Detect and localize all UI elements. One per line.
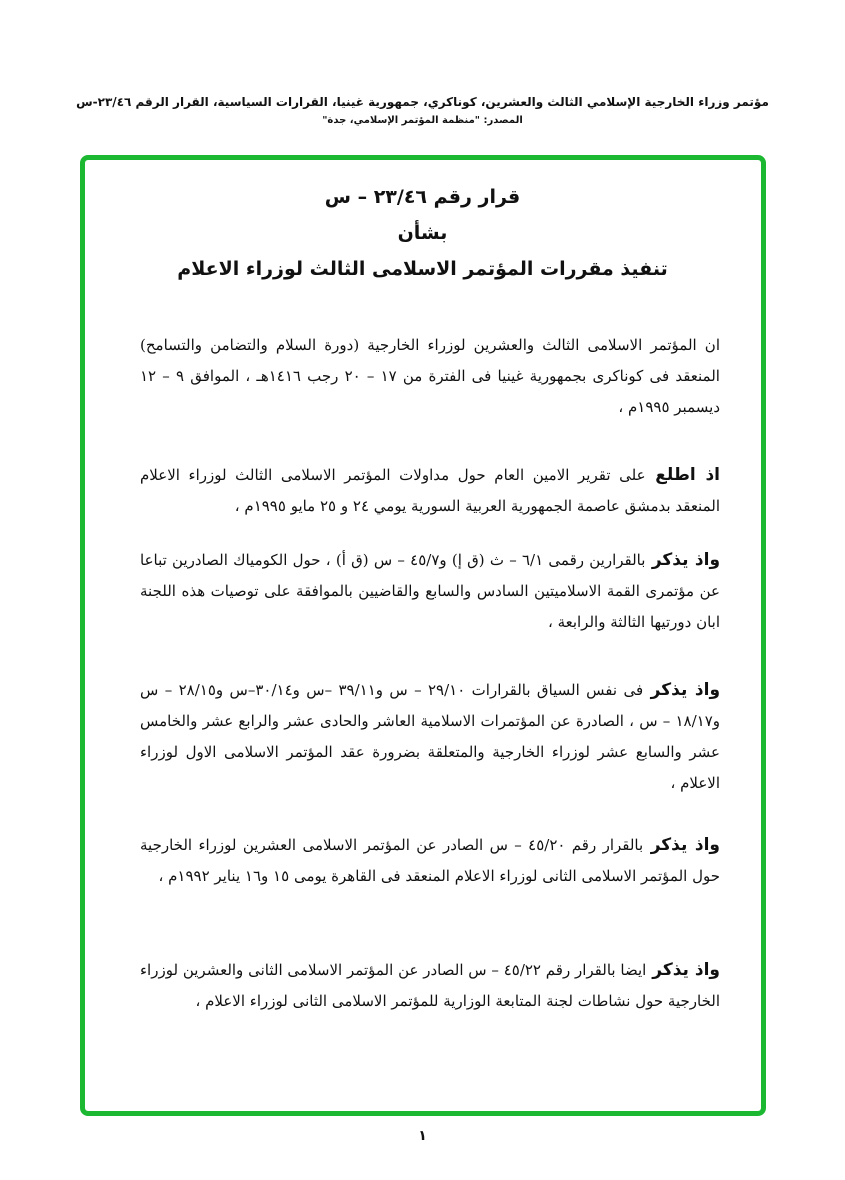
header-title: مؤتمر وزراء الخارجية الإسلامي الثالث والعشرين، كوناكري، جمهورية غينيا، القرارات السياسية، القرار الرقم ٢٣/٤٦-س — [76, 95, 769, 109]
paragraph-text: ان المؤتمر الاسلامى الثالث والعشرين لوزراء الخارجية (دورة السلام والتضامن والتسامح) المنعقد فى كوناكرى بجمهورية غينيا فى الفترة من ١٧ – ٢٠ رجب ١٤١٦هـ ، الموافق ٩ – ١٢ ديسمبر ١٩٩٥م ، — [140, 336, 720, 416]
paragraph-lead: اذ اطلع — [645, 465, 721, 485]
paragraph-recalling-4 — [140, 955, 720, 1017]
resolution-topic: تنفيذ مقررات المؤتمر الاسلامى الثالث لوزراء الاعلام — [177, 258, 668, 280]
paragraph-text: بالقرارين رقمى ٦/١ – ث (ق إ) و٤٥/٧ – س (ق أ) ، حول الكومياك الصادرين تباعا عن مؤتمرى القمة الاسلاميتين السادس والسابع والقاضيين بالموافقة على توصيات هذه اللجنة ابان دورتيها الثالثة والرابعة ، — [140, 551, 720, 631]
paragraph-recalling-2 — [140, 675, 720, 799]
paragraph-recalling-1 — [140, 545, 720, 638]
paragraph-recalling-3 — [140, 830, 720, 892]
paragraph-having-reviewed — [140, 460, 720, 522]
paragraph-text: ايضا بالقرار رقم ٤٥/٢٢ – س الصادر عن المؤتمر الاسلامى الثانى والعشرين لوزراء الخارجية حول نشاطات لجنة المتابعة الوزارية للمؤتمر الاسلامى الثانى لوزراء الاعلام ، — [140, 961, 720, 1010]
paragraph-preamble — [140, 330, 720, 423]
paragraph-text: فى نفس السياق بالقرارات ٢٩/١٠ – س و٣٩/١١ –س و٣٠/١٤–س و٢٨/١٥ – س و١٨/١٧ – س ، الصادرة عن المؤتمرات الاسلامية العاشر والحادى عشر والرابع عشر والخامس عشر والسابع عشر لوزراء الخارجية والمتعلقة بضرورة عقد المؤتمر الاسلامى الاول لوزراء الاعلام ، — [140, 681, 720, 792]
resolution-title-block — [0, 183, 845, 283]
page-header — [0, 93, 845, 129]
resolution-subject-label: بشأن — [397, 222, 448, 244]
paragraph-text: على تقرير الامين العام حول مداولات المؤتمر الاسلامى الثالث لوزراء الاعلام المنعقد بدمشق عاصمة الجمهورية العربية السورية يومي ٢٤ و ٢٥ مايو ١٩٩٥م ، — [140, 466, 720, 515]
page-number: ١ — [418, 1128, 427, 1144]
paragraph-lead: واذ يذكر — [646, 960, 720, 980]
paragraph-lead: واذ يذكر — [643, 835, 720, 855]
resolution-number: قرار رقم ٢٣/٤٦ – س — [324, 186, 521, 208]
paragraph-text: بالقرار رقم ٤٥/٢٠ – س الصادر عن المؤتمر الاسلامى العشرين لوزراء الخارجية حول المؤتمر الاسلامى الثانى لوزراء الاعلام المنعقد فى القاهرة يومى ١٥ و١٦ يناير ١٩٩٢م ، — [140, 836, 720, 885]
paragraph-lead: واذ يذكر — [645, 550, 721, 570]
header-source: المصدر: "منظمة المؤتمر الإسلامي، جدة" — [322, 115, 523, 126]
paragraph-lead: واذ يذكر — [643, 680, 721, 700]
